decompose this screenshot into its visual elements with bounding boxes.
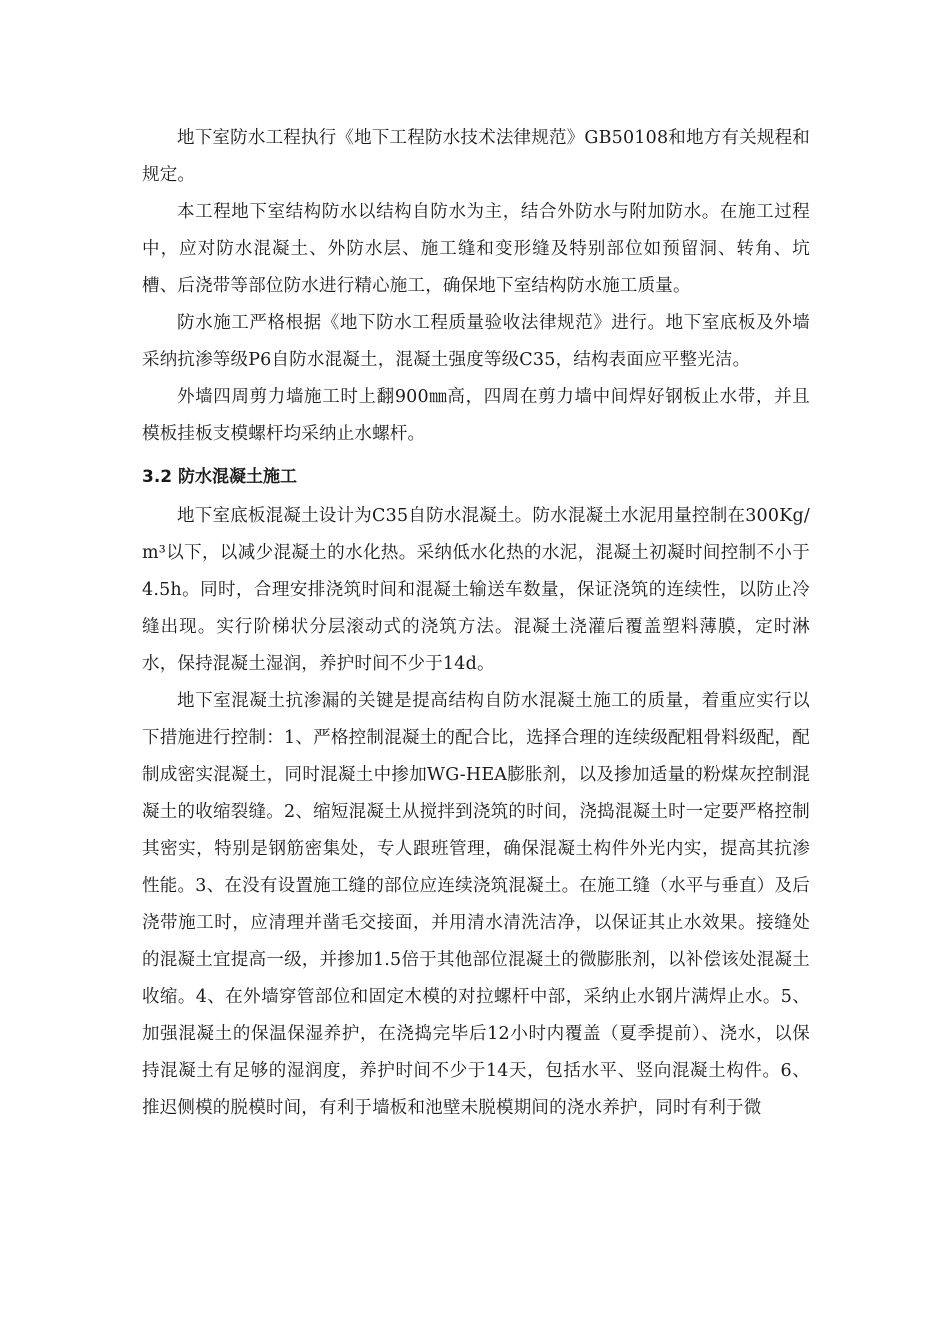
paragraph-leakage-control: 地下室混凝土抗渗漏的关键是提高结构自防水混凝土施工的质量，着重应实行以下措施进行控制：1、严格控制混凝土的配合比，选择合理的连续级配粗骨料级配，配制成密实混凝土，同时混凝土中掺加WG-HEA膨胀剂，以及掺加适量的粉煤灰控制混凝土的收缩裂缝。2、缩短混凝土从搅拌到浇筑的时间，浇捣混凝土时一定要严格控制其密实，特别是钢筋密集处，专人跟班管理，确保混凝土构件外光内实，提高其抗渗性能。3、在没有设置施工缝的部位应连续浇筑混凝土。在施工缝（水平与垂直）及后浇带施工时，应清理并凿毛交接面，并用清水清洗洁净，以保证其止水效果。接缝处的混凝土宜提高一级，并掺加1.5倍于其他部位混凝土的微膨胀剂，以补偿该处混凝土收缩。4、在外墙穿管部位和固定木模的对拉螺杆中部，采纳止水钢片满焊止水。5、加强混凝土的保温保湿养护，在浇捣完毕后12小时内覆盖（夏季提前）、浇水，以保持混凝土有足够的湿润度，养护时间不少于14天，包括水平、竖向混凝土构件。6、推迟侧模的脱模时间，有利于墙板和池壁未脱模期间的浇水养护，同时有利于微 [142, 691, 810, 1118]
paragraph-waterproof-standard: 地下室防水工程执行《地下工程防水技术法律规范》GB50108和地方有关规程和规定。 [142, 128, 810, 185]
paragraph-acceptance-spec: 防水施工严格根据《地下防水工程质量验收法律规范》进行。地下室底板及外墙采纳抗渗等级P6自防水混凝土，混凝土强度等级C35，结构表面应平整光洁。 [142, 313, 810, 370]
paragraph-outer-wall: 外墙四周剪力墙施工时上翻900㎜高，四周在剪力墙中间焊好钢板止水带，并且模板挂板支模螺杆均采纳止水螺杆。 [142, 387, 810, 444]
section-heading: 3.2 防水混凝土施工 [142, 467, 298, 487]
paragraph-slab-concrete: 地下室底板混凝土设计为C35自防水混凝土。防水混凝土水泥用量控制在300Kg/m³以下，以减少混凝土的水化热。采纳低水化热的水泥，混凝土初凝时间控制不小于4.5h。同时，合理安排浇筑时间和混凝土输送车数量，保证浇筑的连续性，以防止冷缝出现。实行阶梯状分层滚动式的浇筑方法。混凝土浇灌后覆盖塑料薄膜，定时淋水，保持混凝土湿润，养护时间不少于14d。 [142, 506, 810, 674]
paragraph-waterproof-principle: 本工程地下室结构防水以结构自防水为主，结合外防水与附加防水。在施工过程中，应对防水混凝土、外防水层、施工缝和变形缝及特别部位如预留洞、转角、坑槽、后浇带等部位防水进行精心施工，确保地下室结构防水施工质量。 [142, 202, 810, 296]
document-body [142, 120, 810, 1127]
